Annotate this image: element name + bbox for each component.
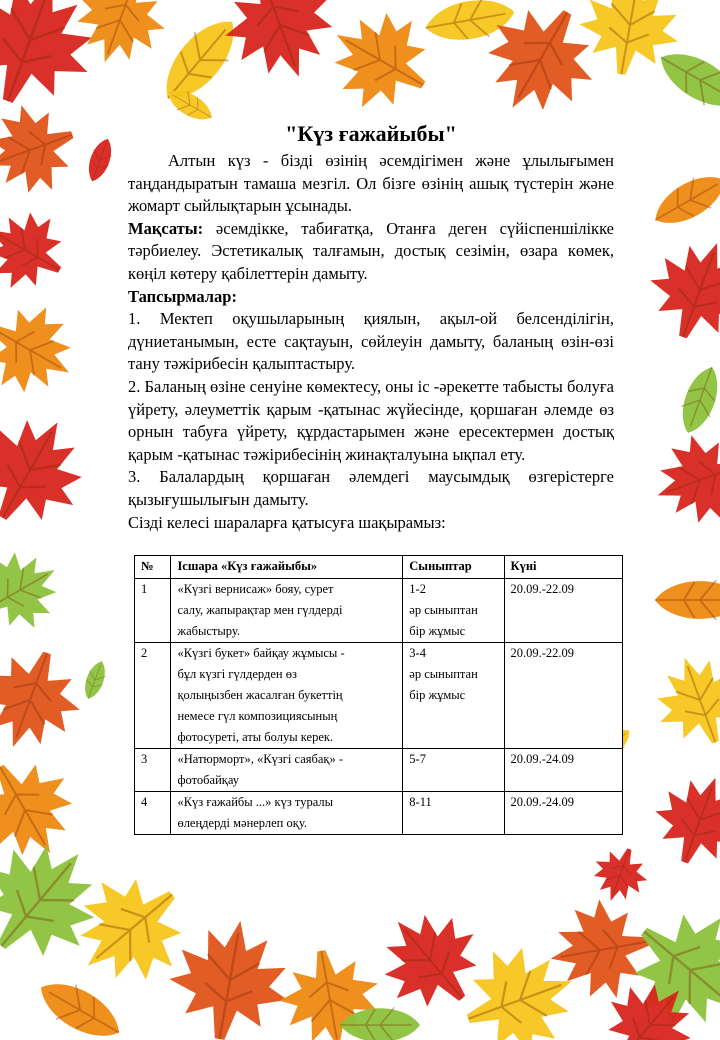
cell-date: 20.09.-24.09	[504, 792, 622, 835]
event-line: «Күз ғажайбы ...» күз туралы	[177, 795, 333, 809]
maple-leaf-icon	[0, 92, 88, 207]
goal-text: әсемдікке, табиғатқа, Отанға деген сүйіспеншілікке тәрбиелеу. Эстетикалық талғамын, достық сезімін, өзара көмек, көңіл көтеру қабілеттерін дамыту.	[128, 218, 614, 283]
grades-line: 3-4	[409, 646, 426, 660]
table-row	[135, 579, 623, 643]
maple-leaf-icon	[0, 195, 80, 304]
leaf-icon	[647, 165, 720, 235]
maple-leaf-icon	[0, 395, 105, 545]
grades-line: 1-2	[409, 582, 426, 596]
maple-leaf-icon	[160, 910, 299, 1040]
event-line: қолыңызбен жасалған букеттің	[177, 688, 343, 702]
event-line: «Күзгі букет» байқау жұмысы -	[177, 646, 345, 660]
event-line: бұл күзгі гүлдерден өз	[177, 667, 297, 681]
table-row	[135, 749, 623, 792]
document-body	[128, 120, 614, 534]
grades-line: 5-7	[409, 752, 426, 766]
cell-event	[171, 792, 403, 835]
header-number: №	[135, 556, 171, 579]
task-item-2: 2. Баланың өзіне сенуіне көмектесу, оны іс -әрекетте табысты болуға үйрету, әлеуметтік қарым -қатынас жүйесінде, қоршаған әлемде өз орнын табуға үйрету, құрдастарымен және ересектермен достық қарым -қатынас тәжірибесінің жинақталуына ықпал ету.	[128, 376, 614, 464]
cell-number: 2	[135, 643, 171, 749]
invitation-text: Сізді келесі шараларға қатысуға шақырамыз:	[128, 512, 446, 532]
leaf-icon	[151, 8, 249, 113]
grades-line: әр сыныптан	[409, 603, 478, 617]
cell-number: 1	[135, 579, 171, 643]
event-line: «Натюрморт», «Күзгі саябақ» -	[177, 752, 344, 766]
event-line: өлеңдерді мәнерлеп оқу.	[177, 816, 307, 830]
table-row	[135, 792, 623, 835]
maple-leaf-icon	[312, 0, 449, 128]
cell-number: 4	[135, 792, 171, 835]
cell-grades	[403, 749, 504, 792]
grades-line: 8-11	[409, 795, 432, 809]
page-title: "Күз ғажайыбы"	[285, 121, 457, 146]
cell-number: 3	[135, 749, 171, 792]
tasks-heading: Тапсырмалар:	[128, 286, 237, 306]
task-item-1: 1. Мектеп оқушыларының қиялын, ақыл-ой белсенділігін, дүниетанымын, есте сақтауын, сөйлеуін дамыту, баланың өзін-өзі тану тәжірибесін қалыптастыру.	[128, 309, 614, 374]
table-header-row	[135, 556, 623, 579]
event-line: жабыстыру.	[177, 624, 240, 638]
maple-leaf-icon	[0, 636, 94, 764]
header-grades: Сыныптар	[403, 556, 504, 579]
grades-line: бір жұмыс	[409, 688, 466, 702]
events-table	[134, 555, 623, 835]
leaf-icon	[655, 580, 720, 620]
event-line: немесе гүл композициясының	[177, 709, 338, 723]
event-line: фотобайқау	[177, 773, 240, 787]
cell-date: 20.09.-22.09	[504, 579, 622, 643]
maple-leaf-icon	[642, 762, 720, 877]
grades-line: әр сыныптан	[409, 667, 478, 681]
maple-leaf-icon	[0, 289, 91, 412]
cell-grades	[403, 643, 504, 749]
leaf-icon	[31, 970, 129, 1040]
cell-event	[171, 643, 403, 749]
maple-leaf-icon	[642, 422, 720, 537]
table-row	[135, 643, 623, 749]
cell-event	[171, 749, 403, 792]
cell-date: 20.09.-22.09	[504, 643, 622, 749]
cell-grades	[403, 792, 504, 835]
event-line: фотосуреті, аты болуы керек.	[177, 730, 334, 744]
event-line: салу, жапырақтар мен гүлдерді	[177, 603, 343, 617]
intro-paragraph: Алтын күз - бізді өзінің әсемдігімен және ұлылығымен таңдандыратын тамаша мезгіл. Ол бізге өзінің ашық түстерін және жомарт сыйлықтарын ұсынады.	[128, 151, 614, 216]
cell-event	[171, 579, 403, 643]
cell-date: 20.09.-24.09	[504, 749, 622, 792]
maple-leaf-icon	[450, 930, 591, 1040]
maple-leaf-icon	[636, 226, 720, 354]
goal-label: Мақсаты:	[128, 218, 204, 238]
header-date: Күні	[504, 556, 622, 579]
grades-line: бір жұмыс	[409, 624, 466, 638]
maple-leaf-icon	[0, 535, 75, 644]
leaf-icon	[83, 135, 117, 184]
header-event: Ісшара «Күз ғажайыбы»	[171, 556, 403, 579]
leaf-icon	[80, 658, 110, 702]
goal-paragraph	[128, 218, 614, 286]
event-line: «Күзгі вернисаж» бояу, сурет	[177, 582, 334, 596]
cell-grades	[403, 579, 504, 643]
task-item-3: 3. Балалардың қоршаған әлемдегі маусымдық өзгерістерге қызығушылығын дамыту.	[128, 467, 614, 509]
maple-leaf-icon	[585, 840, 655, 910]
maple-leaf-icon	[642, 642, 720, 757]
leaf-icon	[674, 362, 720, 438]
table-body	[135, 579, 623, 835]
leaf-icon	[651, 40, 720, 119]
leaf-icon	[422, 0, 518, 47]
